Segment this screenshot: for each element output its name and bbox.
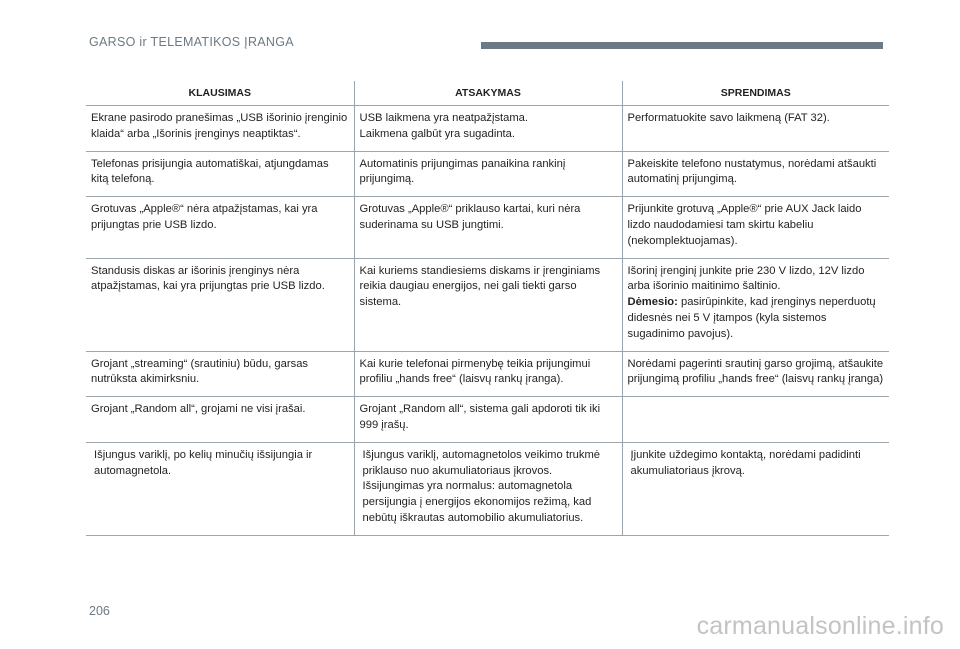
table-row bbox=[86, 397, 889, 443]
table-row bbox=[86, 442, 889, 535]
solution-cell bbox=[622, 258, 889, 351]
answer-line: Išsijungimas yra normalus: automagnetola persijungia į energijos ekonomijos režimą, kad nebūtų iškrautas automobilio akumuliatorius. bbox=[362, 480, 592, 524]
answer-cell bbox=[354, 106, 622, 152]
solution-cell: Norėdami pagerinti srautinį garso grojimą, atšaukite prijungimą profiliu „hands free“ (laisvų rankų įranga) bbox=[622, 351, 889, 397]
answer-cell bbox=[354, 442, 622, 535]
question-cell: Grojant „streaming“ (srautiniu) būdu, garsas nutrūksta akimirksniu. bbox=[86, 351, 354, 397]
solution-cell bbox=[622, 397, 889, 443]
question-cell: Standusis diskas ar išorinis įrenginys nėra atpažįstamas, kai yra prijungtas prie USB lizdo. bbox=[86, 258, 354, 351]
answer-cell: Kai kuriems standiesiems diskams ir įrenginiams reikia daugiau energijos, nei gali tiekti garso sistema. bbox=[354, 258, 622, 351]
question-cell: Telefonas prisijungia automatiškai, atjungdamas kitą telefoną. bbox=[86, 151, 354, 197]
answer-cell: Grojant „Random all“, sistema gali apdoroti tik iki 999 įrašų. bbox=[354, 397, 622, 443]
table-row bbox=[86, 351, 889, 397]
table-row bbox=[86, 106, 889, 152]
note-label: Dėmesio: bbox=[627, 296, 678, 309]
solution-cell: Performatuokite savo laikmeną (FAT 32). bbox=[622, 106, 889, 152]
page-number: 206 bbox=[89, 604, 110, 618]
answer-cell: Grotuvas „Apple®“ priklauso kartai, kuri nėra suderinama su USB jungtimi. bbox=[354, 197, 622, 258]
question-cell: Grotuvas „Apple®“ nėra atpažįstamas, kai yra prijungtas prie USB lizdo. bbox=[86, 197, 354, 258]
question-cell: Išjungus variklį, po kelių minučių išsijungia ir automagnetola. bbox=[86, 442, 354, 535]
solution-cell: Pakeiskite telefono nustatymus, norėdami atšaukti automatinį prijungimą. bbox=[622, 151, 889, 197]
table-row bbox=[86, 151, 889, 197]
question-cell: Grojant „Random all“, grojami ne visi įrašai. bbox=[86, 397, 354, 443]
solution-cell: Prijunkite grotuvą „Apple®“ prie AUX Jack laido lizdo naudodamiesi tam skirtu kabeliu (nekomplektuojamas). bbox=[622, 197, 889, 258]
column-header-question: KLAUSIMAS bbox=[86, 81, 354, 106]
question-cell: Ekrane pasirodo pranešimas „USB išorinio įrenginio klaida“ arba „Išorinis įrenginys neaptiktas“. bbox=[86, 106, 354, 152]
troubleshooting-table bbox=[86, 81, 889, 536]
answer-line: USB laikmena yra neatpažįstama. bbox=[359, 112, 529, 124]
header-divider-bar bbox=[481, 42, 883, 49]
table-row bbox=[86, 197, 889, 258]
table-row bbox=[86, 258, 889, 351]
answer-cell: Kai kurie telefonai pirmenybę teikia prijungimui profiliu „hands free“ (laisvų rankų įranga). bbox=[354, 351, 622, 397]
solution-cell: Įjunkite uždegimo kontaktą, norėdami padidinti akumuliatoriaus įkrovą. bbox=[622, 442, 889, 535]
solution-note bbox=[628, 295, 885, 342]
column-header-answer: ATSAKYMAS bbox=[354, 81, 622, 106]
section-title: GARSO ir TELEMATIKOS ĮRANGA bbox=[89, 35, 294, 49]
table-header-row bbox=[86, 81, 889, 106]
answer-cell: Automatinis prijungimas panaikina rankinį prijungimą. bbox=[354, 151, 622, 197]
watermark: carmanualsonline.info bbox=[696, 612, 944, 640]
solution-line: Išorinį įrenginį junkite prie 230 V lizdo, 12V lizdo arba išorinio maitinimo šaltinio. bbox=[627, 264, 865, 293]
note-text: pasirūpinkite, kad įrenginys neperduotų didesnės nei 5 V įtampos (kyla sistemos sugadinimo pavojus). bbox=[627, 296, 876, 340]
column-header-solution: SPRENDIMAS bbox=[622, 81, 889, 106]
answer-line: Laikmena galbūt yra sugadinta. bbox=[359, 127, 515, 140]
answer-line: Išjungus variklį, automagnetolos veikimo trukmė priklauso nuo akumuliatoriaus įkrovos. bbox=[362, 448, 601, 477]
